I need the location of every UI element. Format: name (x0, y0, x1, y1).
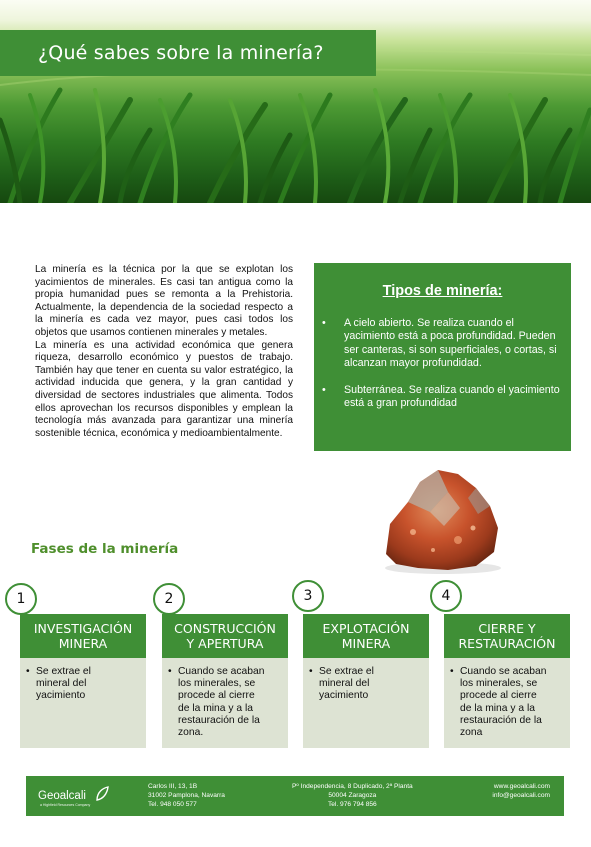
logo-name: Geoalcali (38, 790, 86, 802)
step-1-header: INVESTIGACIÓN MINERA (20, 614, 146, 658)
step-number-1: 1 (5, 583, 37, 615)
intro-text (35, 264, 293, 440)
bullet-icon: • (322, 317, 326, 329)
step-4-header: CIERRE Y RESTAURACIÓN (444, 614, 570, 658)
header-banner (0, 0, 591, 203)
bullet-icon: • (322, 384, 326, 397)
footer-web (492, 782, 550, 800)
step-number-4: 4 (430, 580, 462, 612)
step-2-bullet: • Cuando se acaban los minerales, se procede al cierre de la mina y a la restauración de la zona. (168, 666, 282, 739)
intro-paragraph: La minería es una actividad económica que genera riqueza, desarrollo económico y puestos de trabajo. También hay que tener en cuenta su valor estratégico, la actividad inducida que genera, y la gran cantidad y diversidad de sectores industriales que alimenta. Todos ellos aprovechan los recursos disponibles y emplean la tecnología más avanzada para garantizar una minería sostenible técnica, económica y medioambientalmente. (35, 339, 293, 439)
step-1-body (20, 658, 146, 748)
step-3-body (303, 658, 429, 748)
page-title-box (0, 30, 376, 76)
step-4-body (444, 658, 570, 748)
footer-address-zaragoza: Pº Independencia, 8 Duplicado, 2ª Planta 50004 Zaragoza Tel. 976 794 856 (292, 783, 413, 808)
step-1-bullet: • Se extrae el mineral del yacimiento (26, 666, 140, 703)
step-3-bullet: • Se extrae el mineral del yacimiento (309, 666, 423, 703)
step-2-header: CONSTRUCCIÓN Y APERTURA (162, 614, 288, 658)
mining-types-box (314, 263, 571, 451)
step-4-bullet: • Cuando se acaban los minerales, se procede al cierre de la mina y a la restauración de la zona (450, 666, 564, 739)
step-number-3: 3 (292, 580, 324, 612)
mining-type-item: • A cielo abierto. Se realiza cuando el yacimiento está a poca profundidad. Pueden ser canteras, si son superficiales, o cortas, si alcanzan mayor profundidad. (322, 317, 557, 369)
footer-bar (26, 776, 564, 816)
logo-tagline: a Highfield Resources Company (40, 803, 91, 807)
mineral-rock-image (378, 462, 503, 577)
phases-title: Fases de la minería (31, 541, 179, 557)
step-3-header: EXPLOTACIÓN MINERA (303, 614, 429, 658)
email-link[interactable]: info@geoalcali.com (492, 792, 550, 799)
mining-types-list (314, 317, 571, 411)
leaf-icon (95, 786, 109, 802)
intro-paragraph: La minería es la técnica por la que se explotan los yacimientos de minerales. Es casi tan antigua como la propia humanidad pues se remonta a la Prehistoria. Actualmente, la dependencia de la sociedad respecto a la minería es cada vez mayor, pues casi todos los objetos que usamos contienen minerales y metales. (35, 264, 293, 338)
mining-types-title: Tipos de minería: (382, 283, 503, 299)
footer-address-pamplona: Carlos III, 13, 1B 31002 Pamplona, Navarra Tel. 948 050 577 (148, 783, 225, 808)
page-title: ¿Qué sabes sobre la minería? (38, 42, 324, 64)
step-2-body (162, 658, 288, 748)
mining-type-item: • Subterránea. Se realiza cuando el yacimiento está a gran profundidad (322, 384, 560, 410)
company-logo (38, 786, 91, 807)
website-link[interactable]: www.geoalcali.com (493, 783, 550, 790)
step-number-2: 2 (153, 583, 185, 615)
